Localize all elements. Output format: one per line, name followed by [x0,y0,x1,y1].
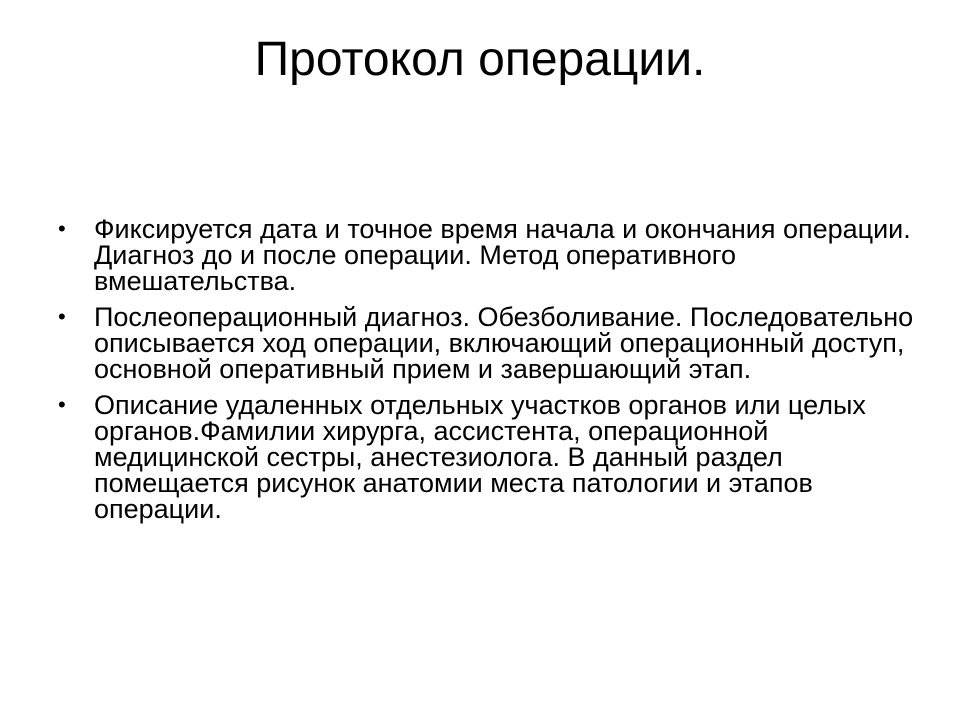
bullet-item [56,392,916,522]
bullet-text: Описание удаленных отдельных участков органов или целых органов.Фамилии хирурга, ассистента, операционной медицинской сестры, анестезиолога. В данный раздел помещается рисунок анатомии места патологии и этапов операции. [94,390,866,524]
bullet-text: Послеоперационный диагноз. Обезболивание. Последовательно описывается ход операции, включающий операционный доступ, основной оперативный прием и завершающий этап. [94,302,914,384]
bullet-dot-icon: • [58,304,66,329]
bullet-list [56,216,916,532]
bullet-dot-icon: • [58,392,66,417]
bullet-item [56,304,916,382]
slide-title: Протокол операции. [254,33,706,86]
bullet-text: Фиксируется дата и точное время начала и окончания операции. Диагноз до и после операции. Метод оперативного вмешательства. [94,214,911,296]
bullet-dot-icon: • [58,216,66,241]
bullet-item [56,216,916,294]
